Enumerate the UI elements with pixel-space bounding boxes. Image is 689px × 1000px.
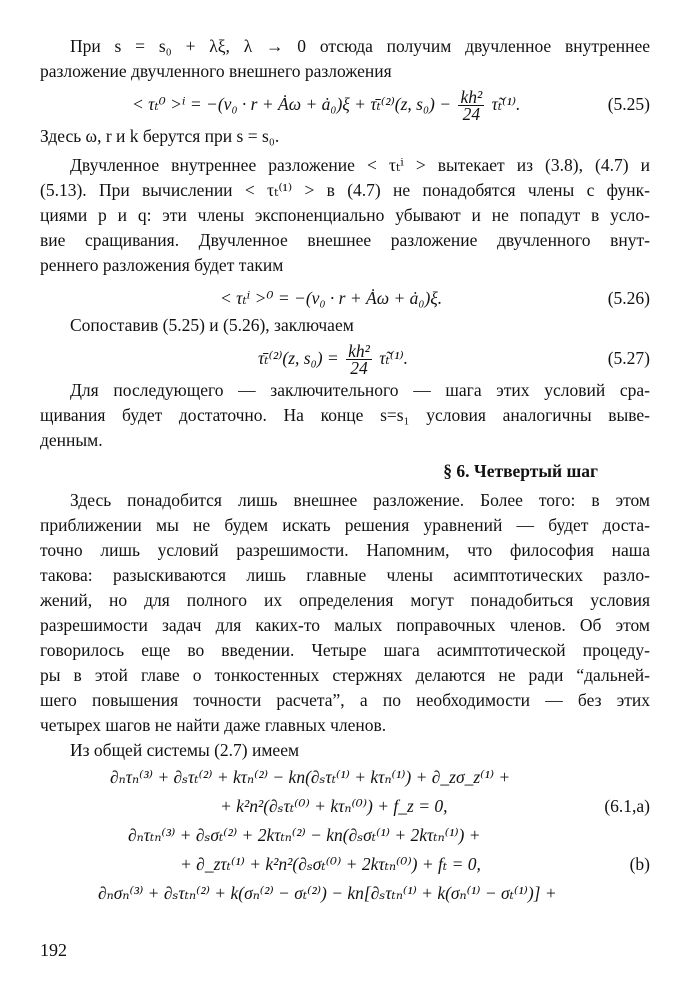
equation-formula: + k²n²(∂ₛτₜ⁽⁰⁾ + kτₙ⁽⁰⁾) + f_z = 0, xyxy=(220,796,448,816)
fraction-numerator: kh² xyxy=(460,87,483,108)
equation-number: (6.1,a) xyxy=(604,796,650,816)
equation-formula: < τₜⁱ >⁰ = −(v₀ · r + Ȧω + ȧ₀)ξ. xyxy=(220,288,443,308)
text-line: Из общей системы (2.7) имеем xyxy=(70,740,300,760)
text-line: денным. xyxy=(40,430,103,450)
equation-lhs: τ̄ₜ⁽²⁾(z, s₀) = xyxy=(258,348,339,368)
fraction xyxy=(346,341,372,379)
section-title: § 6. Четвертый шаг xyxy=(443,461,598,481)
text-line: Сопоставив (5.25) и (5.26), заключаем xyxy=(70,315,354,335)
page-body xyxy=(40,34,650,908)
equation-5-27 xyxy=(40,338,650,378)
fraction-denominator: 24 xyxy=(462,104,481,125)
equation-formula: ∂ₙσₙ⁽³⁾ + ∂ₛτₜₙ⁽²⁾ + k(σₙ⁽²⁾ − σₜ⁽²⁾) − kn[∂ₛτₜₙ⁽¹⁾ + k(σₙ⁽¹⁾ − σₜ⁽¹⁾)] + xyxy=(98,883,557,903)
equation-line xyxy=(40,850,650,879)
equation-6-1 xyxy=(40,763,650,908)
text-line: жений, но для полного их определения могут понадобиться условия xyxy=(40,590,650,610)
text-line: При s = s₀ + λξ, λ → 0 отсюда получим двучленное внутреннее xyxy=(70,36,650,56)
text-line: точно лишь условий разрешимости. Напомним, что философия наша xyxy=(40,540,650,560)
equation-formula: ∂ₙτₜₙ⁽³⁾ + ∂ₛσₜ⁽²⁾ + 2kτₜₙ⁽²⁾ − kn(∂ₛσₜ⁽¹⁾ + 2kτₜₙ⁽¹⁾) + xyxy=(128,825,481,845)
text-line: Для последующего — заключительного — шага этих условий сра- xyxy=(70,380,650,400)
fraction xyxy=(458,87,484,125)
equation-number: (b) xyxy=(629,854,650,874)
fraction-numerator: kh² xyxy=(348,341,370,362)
equation-line xyxy=(40,879,650,908)
text-line: разрешимости задач для каких-то малых поправочных членов. Об этом xyxy=(40,615,650,635)
equation-line xyxy=(40,792,650,821)
equation-line xyxy=(40,763,650,792)
text-line: говорилось еще во введении. Четыре шага асимптотической процеду- xyxy=(40,640,650,660)
paragraph-3 xyxy=(40,378,650,453)
equation-line xyxy=(40,821,650,850)
equation-formula: + ∂_zτₜ⁽¹⁾ + k²n²(∂ₛσₜ⁽⁰⁾ + 2kτₜₙ⁽⁰⁾) + fₜ = 0, xyxy=(180,854,481,874)
paragraph-1 xyxy=(40,34,650,84)
text-line: реннего разложения будет таким xyxy=(40,255,284,275)
equation-number: (5.25) xyxy=(607,94,650,114)
text-line: приближении мы не будем искать решения уравнений — будет доста- xyxy=(40,515,650,535)
equation-number: (5.26) xyxy=(607,288,650,308)
page-number: 192 xyxy=(40,940,67,960)
text-line: циями p и q: эти члены экспоненциально убывают и не попадут в усло- xyxy=(40,205,650,225)
text-line: (5.13). При вычислении < τₜ⁽¹⁾ > в (4.7) не понадобятся члены с функ- xyxy=(40,180,650,200)
equation-tail: τ̃ₜ⁽¹⁾. xyxy=(491,94,521,114)
text-line: щивания будет достаточно. На конце s=s₁ условия аналогичны выве- xyxy=(40,405,650,425)
text-line: Здесь ω, r и k берутся при s = s₀. xyxy=(40,126,280,146)
equation-number: (5.27) xyxy=(607,348,650,368)
text-line: шего повышения точности расчета”, а по необходимости — без этих xyxy=(40,690,650,710)
equation-formula: ∂ₙτₙ⁽³⁾ + ∂ₛτₜ⁽²⁾ + kτₙ⁽²⁾ − kn(∂ₛτₜ⁽¹⁾ + kτₙ⁽¹⁾) + ∂_zσ_z⁽¹⁾ + xyxy=(110,767,511,787)
text-line: Здесь понадобится лишь внешнее разложение. Более того: в этом xyxy=(70,490,650,510)
fraction-denominator: 24 xyxy=(350,358,368,379)
text-line: ры в этой главе о тонкостенных стержнях делаются не ради “дальней- xyxy=(40,665,650,685)
text-line: вие сращивания. Двучленное внешнее разложение двучленного внут- xyxy=(40,230,650,250)
equation-5-26 xyxy=(40,284,650,313)
equation-tail: τ̃ₜ⁽¹⁾. xyxy=(379,348,409,368)
text-line: разложение двучленного внешнего разложения xyxy=(40,61,392,81)
text-line: такова: разыскиваются лишь главные члены асимптотических разло- xyxy=(40,565,650,585)
text-line: Двучленное внутреннее разложение < τₜⁱ > вытекает из (3.8), (4.7) и xyxy=(70,155,650,175)
equation-5-25 xyxy=(40,84,650,124)
equation-formula: < τₜ⁰ >ⁱ = −(v₀ · r + Ȧω + ȧ₀)ξ + τ̄ₜ⁽²⁾(z, s₀) − xyxy=(132,94,452,114)
paragraph-2 xyxy=(40,153,650,278)
text-line: четырех шагов не найти даже главных членов. xyxy=(40,715,387,735)
paragraph-4 xyxy=(40,488,650,738)
